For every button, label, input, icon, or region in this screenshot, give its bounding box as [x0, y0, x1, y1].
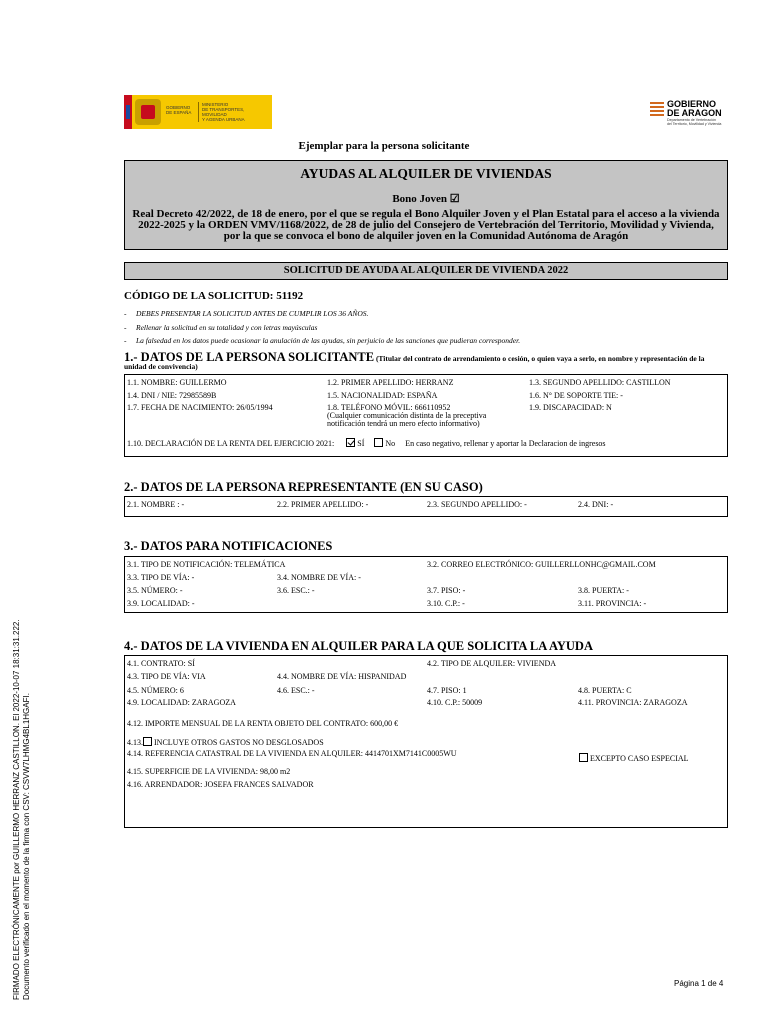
logo-text-line: DE TRANSPORTES, MOVILIDAD	[202, 107, 245, 117]
field-nombre-via: 3.4. NOMBRE DE VÍA: -	[277, 573, 361, 582]
renta-no-checkbox[interactable]	[374, 438, 383, 447]
field-tipo-via: 4.3. TIPO DE VÍA: VIA	[127, 672, 206, 681]
field-puerta: 3.8. PUERTA: -	[578, 586, 629, 595]
field-esc: 3.6. ESC.: -	[277, 586, 315, 595]
renta-no-label: No	[385, 439, 396, 448]
renta-si-label: SÍ	[357, 439, 365, 448]
instruction-text: La falsedad en los datos puede ocasionar la anulación de las ayudas, sin perjuicio de las sanciones que pudieran corresponder.	[136, 336, 521, 345]
field-rep-primer-apellido: 2.2. PRIMER APELLIDO: -	[277, 500, 369, 509]
csv-line: Documento verificado en el momento de la firma con CSV: CSVW7LHMG4BL1HGAFI.	[22, 693, 31, 1000]
field-referencia-catastral: 4.14. REFERENCIA CATASTRAL DE LA VIVIENDA EN ALQUILER: 4414701XM7141C0005WU	[127, 749, 457, 758]
field-superficie: 4.15. SUPERFICIE DE LA VIVIENDA: 98,00 m2	[127, 767, 291, 776]
logo-text-line: del Territorio, Movilidad y Vivienda	[667, 122, 722, 126]
electronic-signature-note	[12, 619, 32, 1000]
field-nacionalidad: 1.5. NACIONALIDAD: ESPAÑA	[327, 391, 438, 400]
field-localidad: 3.9. LOCALIDAD: -	[127, 599, 195, 608]
logo-text-line: GOBIERNO	[166, 105, 191, 110]
page-number: Página 1 de 4	[674, 979, 724, 988]
field-provincia: 3.11. PROVINCIA: -	[578, 599, 647, 608]
field-numero: 4.5. NÚMERO: 6	[127, 686, 184, 695]
field-provincia: 4.11. PROVINCIA: ZARAGOZA	[578, 698, 688, 707]
field-declaracion-renta	[127, 438, 606, 448]
field-tipo-notificacion: 3.1. TIPO DE NOTIFICACIÓN: TELEMÁTICA	[127, 560, 286, 569]
field-piso: 4.7. PISO: 1	[427, 686, 467, 695]
field-piso: 3.7. PISO: -	[427, 586, 466, 595]
logo-text-line: Departamento de Vertebración	[667, 118, 716, 122]
header-box	[124, 160, 728, 250]
logo-text-line: DE ARAGON	[667, 108, 722, 118]
section-title: 1.- DATOS DE LA PERSONA SOLICITANTE	[124, 350, 375, 364]
field-rep-dni: 2.4. DNI: -	[578, 500, 614, 509]
field-importe-renta: 4.12. IMPORTE MENSUAL DE LA RENTA OBJETO DEL CONTRATO: 600,00 €	[127, 719, 399, 728]
aragon-flag-icon	[650, 102, 664, 116]
section-4-title: 4.- DATOS DE LA VIVIENDA EN ALQUILER PARA LA QUE SOLICITA LA AYUDA	[124, 639, 593, 653]
field-telefono: 1.8. TELÉFONO MÓVIL: 666110952	[327, 403, 451, 412]
logo-text-line: Y AGENDA URBANA	[202, 117, 245, 122]
field-label: 1.10. DECLARACIÓN DE LA RENTA DEL EJERCICIO 2021:	[127, 439, 335, 448]
field-dni: 1.4. DNI / NIE: 72985589B	[127, 391, 217, 400]
codigo-solicitud: CÓDIGO DE LA SOLICITUD: 51192	[124, 290, 304, 302]
field-excepto-caso-especial	[579, 753, 689, 763]
field-cp: 4.10. C.P.: 50009	[427, 698, 483, 707]
section-4-box	[124, 655, 728, 828]
field-primer-apellido: 1.2. PRIMER APELLIDO: HERRANZ	[327, 378, 454, 387]
field-puerta: 4.8. PUERTA: C	[578, 686, 632, 695]
field-cp: 3.10. C.P.: -	[427, 599, 465, 608]
coat-of-arms-icon	[135, 99, 161, 125]
section-1-box	[124, 374, 728, 457]
instruction-text: DEBES PRESENTAR LA SOLICITUD ANTES DE CUMPLIR LOS 36 AÑOS.	[136, 309, 369, 318]
instruction-item: - Rellenar la solicitud en su totalidad y con letras mayúsculas	[124, 323, 318, 332]
field-tipo-alquiler: 4.2. TIPO DE ALQUILER: VIVIENDA	[427, 659, 557, 668]
field-rep-nombre: 2.1. NOMBRE : -	[127, 500, 185, 509]
field-nombre-via: 4.4. NOMBRE DE VÍA: HISPANIDAD	[277, 672, 407, 681]
field-rep-segundo-apellido: 2.3. SEGUNDO APELLIDO: -	[427, 500, 527, 509]
real-decreto-text: Real Decreto 42/2022, de 18 de enero, por el que se regula el Bono Alquiler Joven y el Plan Estatal para el acceso a la vivienda 2022-2025 y la ORDEN VMV/1168/2022, de 28 de julio del Consejero de Vertebración del Territorio, Movilidad y Vivienda, por la que se convoca el bono de alquiler joven en la Comunidad Autónoma de Aragón	[132, 208, 720, 242]
field-contrato: 4.1. CONTRATO: SÍ	[127, 659, 195, 668]
field-esc: 4.6. ESC.: -	[277, 686, 315, 695]
field-tipo-via: 3.3. TIPO DE VÍA: -	[127, 573, 195, 582]
gobierno-aragon-logo	[650, 100, 730, 130]
field-correo: 3.2. CORREO ELECTRÓNICO: GUILLERLLONHC@GMAIL.COM	[427, 560, 656, 569]
signature-line: FIRMADO ELECTRÓNICAMENTE por GUILLERMO HERRANZ CASTILLON. El 2022-10-07 18:31:31.222.	[12, 619, 21, 1000]
section-2-title: 2.- DATOS DE LA PERSONA REPRESENTANTE (EN SU CASO)	[124, 480, 483, 494]
document-title: AYUDAS AL ALQUILER DE VIVIENDAS	[300, 166, 552, 181]
field-discapacidad: 1.9. DISCAPACIDAD: N	[529, 403, 612, 412]
field-label: EXCEPTO CASO ESPECIAL	[590, 754, 689, 763]
renta-si-checkbox[interactable]	[346, 438, 355, 447]
otros-gastos-checkbox[interactable]	[143, 737, 152, 746]
instruction-item: - La falsedad en los datos puede ocasionar la anulación de las ayudas, sin perjuicio de las sanciones que pudieran corresponder.	[124, 336, 521, 345]
logo-text-line: DE ESPAÑA	[166, 110, 192, 115]
ejemplar-label: Ejemplar para la persona solicitante	[298, 140, 470, 152]
excepto-checkbox[interactable]	[579, 753, 588, 762]
field-otros-gastos	[127, 737, 324, 747]
section-2-box	[124, 496, 728, 517]
instruction-text: Rellenar la solicitud en su totalidad y con letras mayúsculas	[136, 323, 318, 332]
logo-text-line: GOBIERNO	[667, 99, 717, 109]
field-soporte-tie: 1.6. N° DE SOPORTE TIE: -	[529, 391, 623, 400]
gobierno-espana-logo	[124, 95, 272, 129]
telefono-note: (Cualquier comunicación distinta de la preceptiva	[327, 411, 487, 420]
field-numero: 3.5. NÚMERO: -	[127, 586, 183, 595]
field-label: INCLUYE OTROS GASTOS NO DESGLOSADOS	[154, 738, 324, 747]
instruction-item: - DEBES PRESENTAR LA SOLICITUD ANTES DE CUMPLIR LOS 36 AÑOS.	[124, 309, 369, 318]
section-1-heading	[124, 350, 728, 371]
field-number: 4.13.	[127, 738, 143, 747]
section-3-box	[124, 556, 728, 613]
logo-text-line: MINISTERIO	[202, 102, 229, 107]
field-arrendador: 4.16. ARRENDADOR: JOSEFA FRANCES SALVADOR	[127, 780, 314, 789]
renta-no-note: En caso negativo, rellenar y aportar la Declaracion de ingresos	[405, 439, 606, 448]
telefono-note: notificación tendrá un mero efecto informativo)	[327, 419, 480, 428]
field-fecha-nacimiento: 1.7. FECHA DE NACIMIENTO: 26/05/1994	[127, 403, 273, 412]
section-3-title: 3.- DATOS PARA NOTIFICACIONES	[124, 539, 333, 553]
section-note: (Titular del contrato de arrendamiento o cesión, o quien vaya a serlo, en nombre y representación de la unidad de convivencia)	[124, 354, 705, 371]
field-segundo-apellido: 1.3. SEGUNDO APELLIDO: CASTILLON	[529, 378, 671, 387]
field-localidad: 4.9. LOCALIDAD: ZARAGOZA	[127, 698, 236, 707]
bono-joven-label: Bono Joven ☑	[392, 193, 460, 205]
solicitud-title: SOLICITUD DE AYUDA AL ALQUILER DE VIVIENDA 2022	[124, 262, 728, 280]
field-nombre: 1.1. NOMBRE: GUILLERMO	[127, 378, 227, 387]
